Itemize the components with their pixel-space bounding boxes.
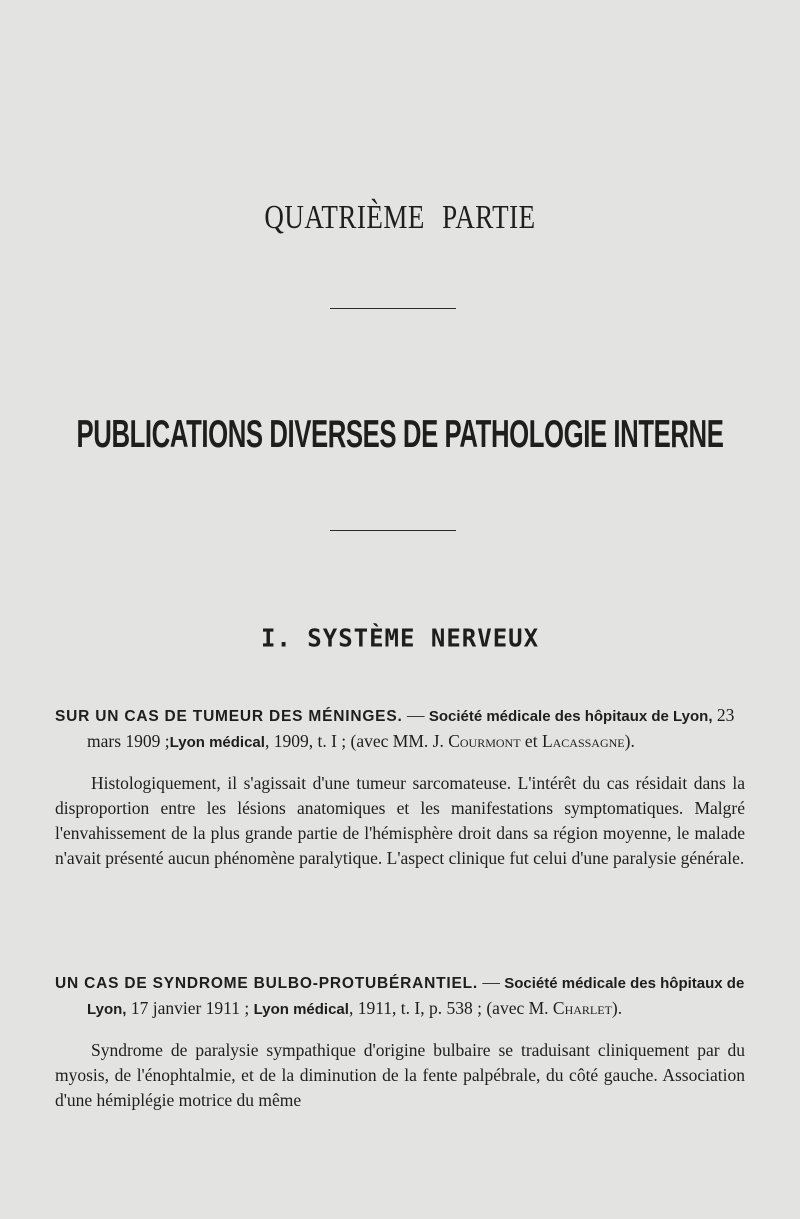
entry-society: Société médicale des hôpitaux de Lyon, — [87, 975, 745, 1018]
entry-journal: Lyon médical — [253, 1001, 349, 1018]
publication-entry — [55, 970, 745, 1113]
entry-date: 17 janvier 1911 ; — [126, 998, 254, 1018]
entry-ref: , 1911, t. I, p. 538 ; (avec M. — [348, 998, 553, 1018]
entry-close: ). — [624, 731, 635, 751]
dash: — — [477, 972, 505, 992]
entry-heading — [55, 703, 745, 755]
publication-entry — [55, 703, 745, 871]
entry-body: Syndrome de paralysie sympathique d'origine bulbaire se traduisant cliniquement par du myosis, de l'énophtalmie, et de la diminution de la fente palpébrale, du côté gauche. Association d'une hémiplégie motrice du même — [55, 1040, 745, 1110]
section-title: I. SYSTÈME NERVEUX — [260, 623, 540, 653]
entry-author: Courmont — [448, 731, 521, 751]
entry-author: Lacassagne — [541, 731, 625, 751]
part-title: QUATRIÈME PARTIE — [264, 198, 536, 236]
main-title: PUBLICATIONS DIVERSES DE PATHOLOGIE INTERNE — [76, 412, 724, 456]
entry-close: ). — [611, 998, 623, 1018]
entry-body: Histologiquement, il s'agissait d'une tumeur sarcomateuse. L'intérêt du cas résidait dans la disproportion entre les lésions anatomiques et les manifestations symptomatiques. Malgré l'envahissement de la plus grande partie de l'hémisphère droit dans sa région moyenne, le malade n'avait présenté aucun phénomène paralytique. L'aspect clinique fut celui d'une paralysie générale. — [55, 773, 745, 868]
entry-author: Charlet — [552, 998, 612, 1018]
entry-title: UN CAS DE SYNDROME BULBO-PROTUBÉRANTIEL. — [55, 975, 478, 992]
entry-date: 23 mars 1909 ; — [87, 705, 735, 751]
entry-society: Société médicale des hôpitaux de Lyon, — [428, 708, 713, 725]
entry-ref: , 1909, t. I ; (avec MM. J. — [264, 731, 449, 751]
entry-journal: Lyon médical — [169, 734, 265, 751]
divider-rule — [330, 530, 456, 531]
entry-heading — [55, 970, 745, 1022]
divider-rule — [330, 308, 456, 309]
entry-and: et — [520, 731, 542, 751]
dash: — — [402, 705, 429, 725]
entry-title: SUR UN CAS DE TUMEUR DES MÉNINGES. — [55, 708, 403, 725]
